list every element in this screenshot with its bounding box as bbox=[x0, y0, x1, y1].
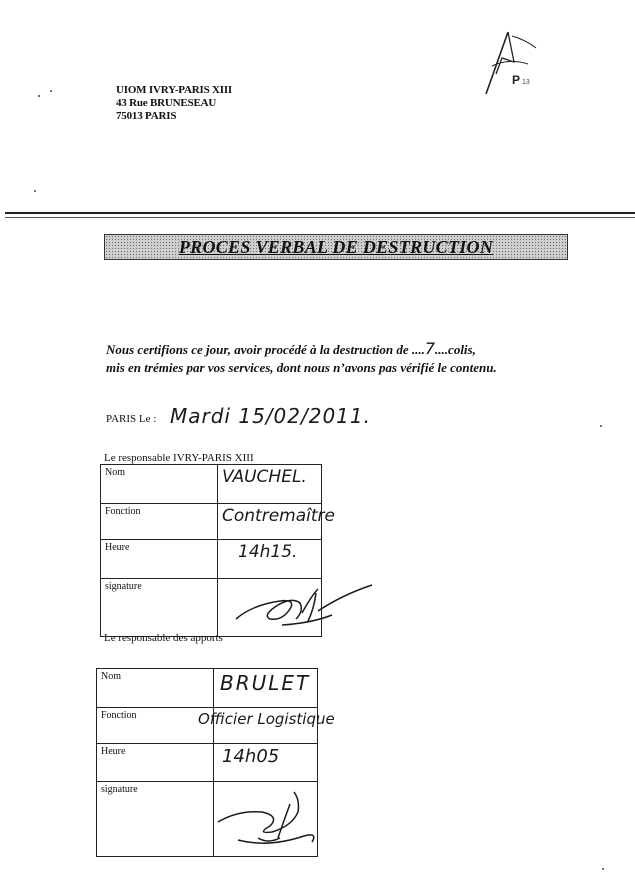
address-line-3: 75013 PARIS bbox=[116, 110, 177, 122]
sender-address bbox=[116, 84, 232, 123]
field-label: Heure bbox=[101, 540, 218, 579]
apports-responsible-table bbox=[96, 668, 335, 857]
apports-responsible-heading: Le responsable des apports bbox=[104, 632, 223, 644]
time-cell bbox=[214, 744, 318, 782]
ivry-signature-image bbox=[222, 575, 392, 635]
name-cell bbox=[214, 669, 318, 708]
function-value: Officier Logistique bbox=[198, 710, 335, 728]
colis-count: 7 bbox=[424, 339, 436, 358]
table-row bbox=[101, 504, 322, 540]
svg-text:P: P bbox=[512, 73, 521, 87]
document-title-box bbox=[104, 234, 568, 260]
name-value: BRULET bbox=[220, 671, 311, 695]
name-cell bbox=[218, 465, 322, 504]
certification-statement bbox=[106, 340, 586, 377]
time-cell bbox=[218, 540, 322, 579]
apports-signature-image bbox=[208, 782, 348, 854]
svg-text:13: 13 bbox=[522, 79, 530, 86]
time-value: 14h15. bbox=[238, 542, 298, 562]
field-label: Fonction bbox=[101, 504, 218, 540]
table-row bbox=[97, 782, 318, 857]
table-row bbox=[101, 540, 322, 579]
table-row bbox=[97, 744, 318, 782]
scan-speck bbox=[50, 90, 52, 92]
field-label: Nom bbox=[101, 465, 218, 504]
field-label: signature bbox=[101, 579, 218, 637]
function-value: Contremaître bbox=[222, 506, 335, 526]
name-value: VAUCHEL. bbox=[222, 467, 307, 487]
ivry-responsible-table bbox=[100, 464, 335, 637]
scan-speck bbox=[602, 868, 604, 870]
certification-line-1 bbox=[106, 340, 586, 359]
certification-text-start: Nous certifions ce jour, avoir procédé à la destruction de .... bbox=[106, 342, 425, 357]
table-row bbox=[97, 669, 318, 708]
handwritten-date: Mardi 15/02/2011. bbox=[170, 404, 371, 428]
table-row bbox=[101, 465, 322, 504]
function-cell bbox=[218, 504, 335, 540]
place-date-label: PARIS Le : bbox=[106, 413, 157, 425]
certification-line-2: mis en trémies par vos services, dont nous n’avons pas vérifié le contenu. bbox=[106, 360, 497, 375]
table-row bbox=[101, 579, 322, 637]
certification-text-end: ....colis, bbox=[435, 342, 476, 357]
table-row bbox=[97, 708, 318, 744]
time-value: 14h05 bbox=[222, 746, 280, 767]
field-label: Heure bbox=[97, 744, 214, 782]
ivry-responsible-heading: Le responsable IVRY-PARIS XIII bbox=[104, 452, 254, 464]
signature-cell bbox=[214, 782, 318, 857]
field-label: Nom bbox=[97, 669, 214, 708]
field-label: signature bbox=[97, 782, 214, 857]
scan-speck bbox=[38, 95, 40, 97]
header-divider-thin bbox=[5, 217, 635, 218]
address-line-2: 43 Rue BRUNESEAU bbox=[116, 97, 217, 109]
signature-cell bbox=[218, 579, 322, 637]
function-cell bbox=[198, 708, 335, 744]
scan-speck bbox=[34, 190, 36, 192]
address-line-1: UIOM IVRY-PARIS XIII bbox=[116, 84, 233, 96]
scan-speck bbox=[600, 425, 602, 427]
header-divider bbox=[5, 212, 635, 214]
field-label: Fonction bbox=[97, 708, 214, 744]
ivry-p13-logo bbox=[478, 28, 548, 100]
document-title: PROCES VERBAL DE DESTRUCTION bbox=[178, 236, 494, 257]
